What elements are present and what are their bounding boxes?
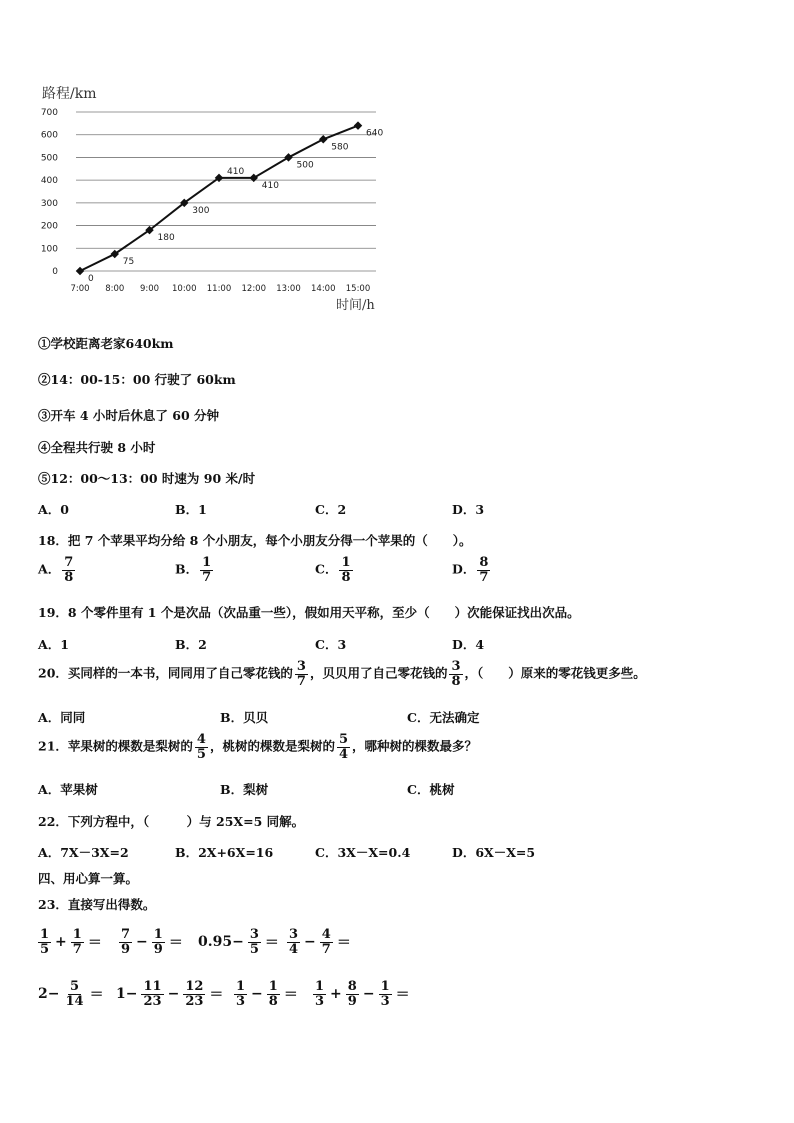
denominator: 23 xyxy=(143,993,162,1009)
data-label: 75 xyxy=(122,256,135,267)
denominator: 14 xyxy=(65,993,84,1009)
q21-option-a[interactable]: A．苹果树 xyxy=(38,782,98,797)
x-tick-label: 8:00 xyxy=(105,284,125,294)
q19-text: 19．8 个零件里有 1 个是次品（次品重一些），假如用天平称，至少（ ）次能保证找出次品。 xyxy=(38,605,580,620)
y-axis-label: 路程/km xyxy=(42,86,97,102)
fraction xyxy=(141,980,163,1008)
option-label: B． xyxy=(175,561,199,577)
fraction xyxy=(71,928,84,956)
q22-option-a[interactable]: A．7X－3X=2 xyxy=(38,845,129,860)
data-label: 580 xyxy=(331,142,349,153)
calc-expression xyxy=(196,928,281,956)
fraction xyxy=(287,928,300,956)
operator: − xyxy=(167,986,180,1003)
operator: 1− xyxy=(116,986,138,1003)
statement-2: ②14：00-15：00 行驶了 60km xyxy=(38,372,236,387)
x-tick-label: 14:00 xyxy=(311,284,336,294)
data-point xyxy=(250,174,258,182)
fraction xyxy=(38,928,51,956)
calc-expression xyxy=(36,928,104,956)
operator: 2− xyxy=(38,986,60,1003)
y-tick-label: 400 xyxy=(40,176,58,187)
fraction xyxy=(248,928,261,956)
q23-text: 23．直接写出得数。 xyxy=(38,897,156,912)
numerator: 12 xyxy=(185,979,204,994)
denominator: 8 xyxy=(341,569,351,585)
fraction xyxy=(62,556,75,584)
q19-option-d[interactable]: D．4 xyxy=(452,637,485,652)
fraction xyxy=(346,980,359,1008)
q19-option-a[interactable]: A．1 xyxy=(38,637,69,652)
denominator: 7 xyxy=(321,941,331,957)
denominator: 23 xyxy=(185,993,204,1009)
operator: + xyxy=(55,934,67,951)
y-tick-label: 600 xyxy=(40,130,58,141)
denominator: 7 xyxy=(72,941,82,957)
denominator: 3 xyxy=(315,993,325,1009)
fraction xyxy=(267,980,280,1008)
q22-option-d[interactable]: D．6X－X=5 xyxy=(452,845,536,860)
q18-option-b[interactable] xyxy=(175,556,215,584)
denominator: 5 xyxy=(249,941,259,957)
y-tick-label: 700 xyxy=(40,108,58,118)
data-label: 0 xyxy=(88,274,94,284)
numerator: 5 xyxy=(338,732,349,747)
denominator: 8 xyxy=(268,993,278,1009)
operator: ＝ xyxy=(395,987,410,1004)
denominator: 5 xyxy=(196,746,206,762)
calc-expression xyxy=(311,980,412,1008)
q21-option-b[interactable]: B．梨树 xyxy=(220,782,269,797)
denominator: 7 xyxy=(202,569,212,585)
y-tick-label: 200 xyxy=(40,221,58,232)
fraction xyxy=(449,660,462,688)
x-tick-label: 15:00 xyxy=(345,284,371,294)
option-label: D． xyxy=(452,561,476,577)
q20-option-c[interactable]: C．无法确定 xyxy=(407,710,480,725)
x-tick-label: 12:00 xyxy=(241,284,266,294)
calc-expression xyxy=(285,928,353,956)
y-tick-label: 100 xyxy=(40,244,58,255)
data-label: 300 xyxy=(192,205,210,216)
q20-text xyxy=(38,660,646,688)
numerator: 7 xyxy=(64,555,74,570)
denominator: 7 xyxy=(296,673,306,689)
numerator: 8 xyxy=(347,979,357,994)
q21-text-part-1: 21．苹果树的棵数是梨树的 xyxy=(38,738,193,754)
numerator: 1 xyxy=(380,979,390,994)
data-label: 410 xyxy=(227,166,245,177)
x-tick-label: 7:00 xyxy=(70,284,90,294)
q19-option-c[interactable]: C．3 xyxy=(315,637,347,652)
denominator: 4 xyxy=(289,941,299,957)
q17-option-d[interactable]: D．3 xyxy=(452,502,485,517)
denominator: 8 xyxy=(451,673,461,689)
x-axis-label: 时间/h xyxy=(336,298,375,313)
q17-option-a[interactable]: A．0 xyxy=(38,502,69,517)
denominator: 8 xyxy=(64,569,74,585)
y-tick-label: 0 xyxy=(52,267,58,277)
y-tick-label: 300 xyxy=(40,198,58,209)
numerator: 1 xyxy=(72,927,82,942)
denominator: 9 xyxy=(347,993,357,1009)
q21-option-c[interactable]: C．桃树 xyxy=(407,782,455,797)
operator: ＝ xyxy=(209,987,224,1004)
data-point xyxy=(284,153,292,161)
q20-text-part-3: ，（ ）原来的零花钱更多些。 xyxy=(464,665,646,681)
denominator: 9 xyxy=(153,941,163,957)
data-label: 640 xyxy=(366,128,384,139)
fraction xyxy=(320,928,333,956)
numerator: 3 xyxy=(289,927,299,942)
numerator: 3 xyxy=(296,659,306,674)
statement-1: ①学校距离老家640km xyxy=(38,336,174,351)
numerator: 4 xyxy=(321,927,331,942)
operator: ＝ xyxy=(89,987,104,1004)
fraction xyxy=(183,980,205,1008)
operator: − xyxy=(251,986,263,1003)
q22-option-c[interactable]: C．3X－X=0.4 xyxy=(315,845,411,860)
numerator: 7 xyxy=(121,927,131,942)
fraction xyxy=(477,556,490,584)
numerator: 1 xyxy=(268,979,278,994)
operator: + xyxy=(330,986,342,1003)
numerator: 5 xyxy=(70,979,80,994)
numerator: 1 xyxy=(236,979,246,994)
operator: − xyxy=(304,934,316,951)
data-label: 500 xyxy=(296,160,314,171)
data-point xyxy=(319,135,327,143)
denominator: 5 xyxy=(40,941,50,957)
numerator: 11 xyxy=(143,979,162,994)
fraction xyxy=(234,980,247,1008)
numerator: 1 xyxy=(315,979,325,994)
calc-expression xyxy=(232,980,300,1008)
fraction xyxy=(63,980,85,1008)
operator: ＝ xyxy=(264,935,279,952)
q18-option-d[interactable] xyxy=(452,556,492,584)
numerator: 4 xyxy=(196,732,206,747)
q18-option-a[interactable] xyxy=(38,556,77,584)
y-tick-label: 500 xyxy=(40,153,58,164)
denominator: 4 xyxy=(338,746,349,762)
operator: − xyxy=(362,986,375,1003)
data-point xyxy=(354,121,362,129)
numerator: 1 xyxy=(153,927,163,942)
x-tick-label: 13:00 xyxy=(276,284,301,294)
calc-expression xyxy=(114,980,225,1008)
q20-option-b[interactable]: B．贝贝 xyxy=(220,710,269,725)
numerator: 3 xyxy=(249,927,259,942)
q18-option-c[interactable] xyxy=(315,556,355,584)
q20-text-part-1: 20．买同样的一本书，同同用了自己零花钱的 xyxy=(38,665,293,681)
numerator: 8 xyxy=(479,555,489,570)
fraction xyxy=(379,980,392,1008)
q21-text-part-3: ，哪种树的棵数最多？ xyxy=(352,738,478,754)
fraction xyxy=(195,733,208,761)
section-heading: 四、用心算一算。 xyxy=(38,871,139,886)
q22-text: 22．下列方程中，（ ）与 25X=5 同解。 xyxy=(38,814,305,829)
q20-text-part-2: ，贝贝用了自己零花钱的 xyxy=(309,665,448,681)
fraction xyxy=(337,733,350,761)
x-tick-label: 10:00 xyxy=(172,284,197,294)
operator: − xyxy=(136,934,148,951)
operator: ＝ xyxy=(87,935,102,952)
operator: ＝ xyxy=(283,987,298,1004)
line-chart-svg xyxy=(36,80,396,320)
numerator: 1 xyxy=(40,927,50,942)
q17-option-c[interactable]: C．2 xyxy=(315,502,347,517)
q21-text-part-2: ，桃树的棵数是梨树的 xyxy=(209,738,335,754)
distance-time-chart xyxy=(36,80,396,320)
data-label: 410 xyxy=(261,180,279,191)
fraction xyxy=(119,928,132,956)
fraction xyxy=(313,980,326,1008)
fraction xyxy=(200,556,213,584)
operator: ＝ xyxy=(336,935,351,952)
denominator: 3 xyxy=(380,993,390,1009)
q19-option-b[interactable]: B．2 xyxy=(175,637,207,652)
statement-4: ④全程共行驶 8 小时 xyxy=(38,440,156,455)
q20-option-a[interactable]: A．同同 xyxy=(38,710,86,725)
denominator: 9 xyxy=(121,941,131,957)
numerator: 3 xyxy=(451,659,461,674)
data-label: 180 xyxy=(157,233,175,244)
x-tick-label: 11:00 xyxy=(206,284,232,294)
statement-5: ⑤12：00～13：00 时速为 90 米/时 xyxy=(38,471,256,486)
operator: 0.95− xyxy=(198,934,244,951)
q22-option-b[interactable]: B．2X+6X=16 xyxy=(175,845,274,860)
numerator: 1 xyxy=(202,555,212,570)
fraction xyxy=(295,660,308,688)
data-point xyxy=(76,267,84,275)
fraction xyxy=(339,556,352,584)
denominator: 7 xyxy=(479,569,489,585)
statement-3: ③开车 4 小时后休息了 60 分钟 xyxy=(38,408,220,423)
q21-text xyxy=(38,733,477,761)
operator: ＝ xyxy=(168,935,183,952)
fraction xyxy=(152,928,165,956)
calc-expression xyxy=(117,928,185,956)
numerator: 1 xyxy=(341,555,351,570)
series-line xyxy=(80,126,358,271)
option-label: C． xyxy=(315,561,338,577)
q17-option-b[interactable]: B．1 xyxy=(175,502,207,517)
calc-expression xyxy=(36,980,106,1008)
option-label: A． xyxy=(38,561,61,577)
q18-text: 18．把 7 个苹果平均分给 8 个小朋友，每个小朋友分得一个苹果的（ ）。 xyxy=(38,533,472,548)
denominator: 3 xyxy=(236,993,246,1009)
x-tick-label: 9:00 xyxy=(139,284,160,294)
